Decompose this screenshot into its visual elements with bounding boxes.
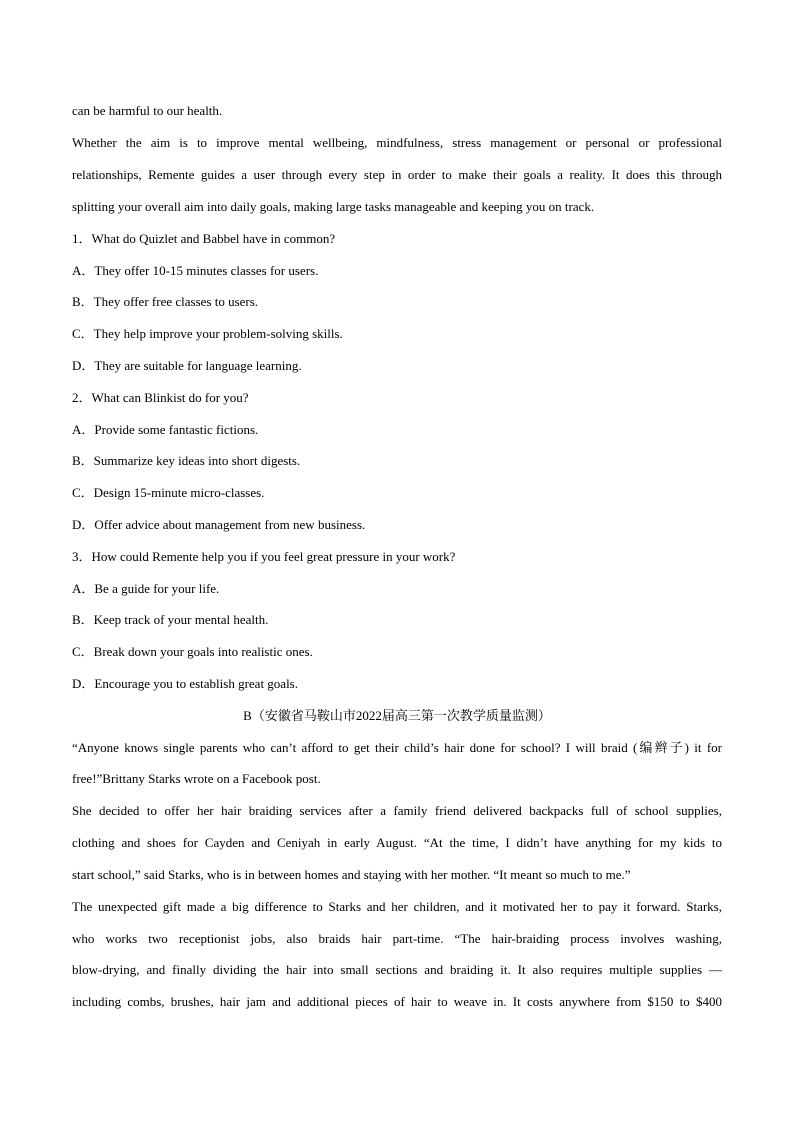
question-stem: 2．What can Blinkist do for you? xyxy=(72,390,249,405)
passage-b-line: free!”Brittany Starks wrote on a Facebook post. xyxy=(72,771,321,786)
passage-b-line: clothing and shoes for Cayden and Ceniyah in early August. “At the time, I didn’t have anything for my kids to xyxy=(72,835,722,850)
question-option: A．Provide some fantastic fictions. xyxy=(72,422,259,437)
question-option: A．They offer 10-15 minutes classes for users. xyxy=(72,263,319,278)
passage-b-line: “Anyone knows single parents who can’t afford to get their child’s hair done for school? I will braid (编辫子) it for xyxy=(72,740,722,755)
question-option: C．They help improve your problem-solving skills. xyxy=(72,326,343,341)
passage-b-line: including combs, brushes, hair jam and additional pieces of hair to weave in. It costs anywhere from $150 to $400 xyxy=(72,994,722,1009)
passage-b-line: who works two receptionist jobs, also braids hair part-time. “The hair-braiding process involves washing, xyxy=(72,931,722,946)
question-option: B．Summarize key ideas into short digests. xyxy=(72,453,301,468)
question-option: D．They are suitable for language learning. xyxy=(72,358,302,373)
question-option: D．Encourage you to establish great goals. xyxy=(72,676,298,691)
section-heading: B（安徽省马鞍山市2022届高三第一次教学质量监测） xyxy=(243,708,551,723)
question-option: C．Design 15-minute micro-classes. xyxy=(72,485,265,500)
passage-b-line: start school,” said Starks, who is in between homes and staying with her mother. “It meant so much to me.” xyxy=(72,867,631,882)
passage-a-line: Whether the aim is to improve mental wellbeing, mindfulness, stress management or personal or professional xyxy=(72,135,722,150)
passage-a-line: can be harmful to our health. xyxy=(72,103,223,118)
question-stem: 1．What do Quizlet and Babbel have in common? xyxy=(72,231,336,246)
passage-a-line: relationships, Remente guides a user through every step in order to make their goals a reality. It does this through xyxy=(72,167,722,182)
question-option: D．Offer advice about management from new business. xyxy=(72,517,366,532)
question-option: A．Be a guide for your life. xyxy=(72,581,220,596)
question-option: B．Keep track of your mental health. xyxy=(72,612,269,627)
passage-b-line: The unexpected gift made a big difference to Starks and her children, and it motivated her to pay it forward. Starks, xyxy=(72,899,722,914)
passage-a-line: splitting your overall aim into daily goals, making large tasks manageable and keeping you on track. xyxy=(72,199,595,214)
question-option: C．Break down your goals into realistic ones. xyxy=(72,644,313,659)
passage-b-line: She decided to offer her hair braiding services after a family friend delivered backpacks full of school supplies, xyxy=(72,803,722,818)
question-option: B．They offer free classes to users. xyxy=(72,294,259,309)
passage-b-line: blow-drying, and finally dividing the hair into small sections and braiding it. It also requires multiple supplies — xyxy=(72,962,722,977)
question-stem: 3．How could Remente help you if you feel great pressure in your work? xyxy=(72,549,456,564)
